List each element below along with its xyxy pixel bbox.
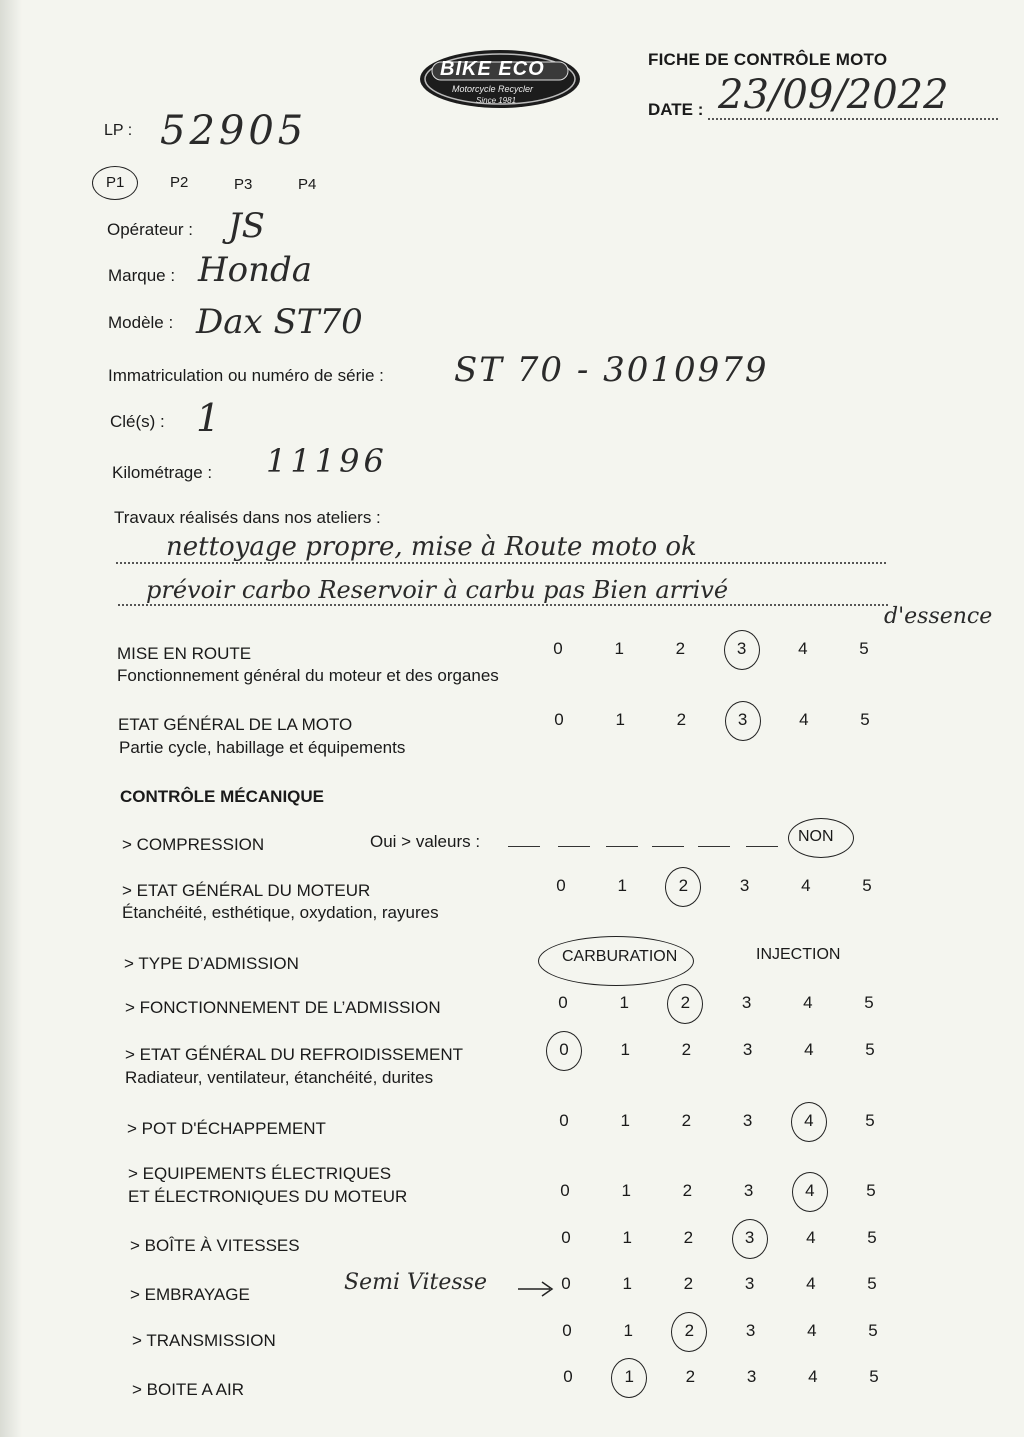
fonct-admission-title: > FONCTIONNEMENT DE L’ADMISSION [125, 998, 441, 1017]
logo-since: Since 1981 [476, 96, 517, 105]
travaux-line-1: nettoyage propre, mise à Route moto ok [166, 532, 697, 562]
etat-moto-subtitle: Partie cycle, habillage et équipements [119, 738, 406, 757]
etat-moteur-score-1: 1 [617, 876, 627, 895]
etat-moteur-selected-circle [665, 867, 701, 907]
paper-shadow [0, 0, 22, 1437]
refroid-score-3: 3 [742, 1040, 753, 1059]
transmission-title: > TRANSMISSION [132, 1331, 276, 1350]
travaux-line-2: prévoir carbo Reservoir à carbu pas Bien arrivé [146, 576, 729, 604]
marque-value: Honda [198, 250, 313, 290]
mise-en-route-selected-circle [724, 630, 760, 670]
electrique-title: > EQUIPEMENTS ÉLECTRIQUES [128, 1164, 392, 1183]
echappement-score-5: 5 [865, 1111, 875, 1130]
etat-moto-score-5: 5 [860, 710, 870, 729]
compression-blank-2 [558, 846, 590, 847]
electrique-score-3: 3 [743, 1181, 754, 1200]
travaux-dots-2 [118, 604, 888, 606]
boite-air-title: > BOITE A AIR [132, 1380, 244, 1399]
transmission-selected-circle [671, 1312, 707, 1352]
cles-label: Clé(s) : [110, 412, 165, 431]
echappement-score-4: 4 [804, 1111, 814, 1130]
compression-non-circle [788, 818, 854, 858]
compression-blank-3 [606, 846, 638, 847]
mise-en-route-score-3: 3 [736, 639, 747, 658]
embrayage-score-4: 4 [806, 1274, 816, 1293]
etat-moteur-title: > ETAT GÉNÉRAL DU MOTEUR [122, 881, 371, 900]
boite-air-selected-circle [611, 1358, 647, 1398]
mise-en-route-subtitle: Fonctionnement général du moteur et des organes [117, 666, 499, 685]
boite-vitesses-score-4: 4 [806, 1228, 816, 1247]
transmission-score-0: 0 [562, 1321, 572, 1340]
refroid-selected-circle [546, 1031, 582, 1071]
date-label: DATE : [648, 100, 704, 119]
embrayage-note: Semi Vitesse [344, 1270, 487, 1295]
compression-blank-1 [508, 846, 540, 847]
refroid-score-1: 1 [620, 1040, 630, 1059]
mise-en-route-score-2: 2 [675, 639, 686, 658]
operateur-label: Opérateur : [107, 220, 193, 239]
fonct-admission-score-0: 0 [558, 993, 568, 1012]
echappement-title: > POT D'ÉCHAPPEMENT [127, 1119, 326, 1138]
electrique-score-2: 2 [682, 1181, 693, 1200]
etat-moteur-score-2: 2 [678, 876, 689, 895]
embrayage-arrow [516, 1280, 556, 1298]
boite-air-score-1: 1 [624, 1367, 634, 1386]
refroid-score-5: 5 [865, 1040, 875, 1059]
etat-moto-title: ETAT GÉNÉRAL DE LA MOTO [118, 715, 353, 734]
boite-vitesses-score-2: 2 [683, 1228, 694, 1247]
boite-vitesses-title: > BOÎTE À VITESSES [130, 1236, 300, 1255]
fonct-admission-score-1: 1 [619, 993, 629, 1012]
boite-air-score-5: 5 [869, 1367, 879, 1386]
etat-moteur-score-0: 0 [556, 876, 566, 895]
section-title: CONTRÔLE MÉCANIQUE [120, 787, 324, 806]
position-p3: P3 [234, 176, 253, 193]
etat-moto-score-1: 1 [615, 710, 625, 729]
electrique-score-5: 5 [866, 1181, 876, 1200]
etat-moto-score-0: 0 [554, 710, 564, 729]
lp-value: 52905 [160, 108, 308, 154]
admission-carburation: CARBURATION [562, 948, 678, 965]
admission-injection: INJECTION [756, 946, 841, 963]
electrique-selected-circle [792, 1172, 828, 1212]
echappement-score-2: 2 [681, 1111, 692, 1130]
date-dots [708, 118, 998, 120]
embrayage-score-5: 5 [867, 1274, 877, 1293]
logo-tagline: Motorcycle Recycler [452, 84, 534, 94]
transmission-score-5: 5 [868, 1321, 878, 1340]
position-p2: P2 [170, 174, 189, 191]
mise-en-route-score-0: 0 [553, 639, 563, 658]
transmission-score-4: 4 [807, 1321, 817, 1340]
admission-carburation-circle [538, 936, 694, 986]
etat-moto-score-4: 4 [799, 710, 809, 729]
refroid-score-0: 0 [559, 1040, 569, 1059]
etat-moto-score-3: 3 [737, 710, 748, 729]
embrayage-title: > EMBRAYAGE [130, 1285, 250, 1304]
electrique-score-0: 0 [560, 1181, 570, 1200]
km-label: Kilométrage : [112, 463, 213, 482]
modele-value: Dax ST70 [196, 302, 363, 342]
form-title: FICHE DE CONTRÔLE MOTO [648, 50, 888, 69]
boite-vitesses-selected-circle [732, 1219, 768, 1259]
boite-air-score-4: 4 [808, 1367, 818, 1386]
travaux-label: Travaux réalisés dans nos ateliers : [114, 508, 381, 527]
compression-oui-label: Oui > valeurs : [370, 832, 481, 851]
fonct-admission-score-3: 3 [741, 993, 752, 1012]
transmission-score-2: 2 [684, 1321, 695, 1340]
mise-en-route-score-5: 5 [859, 639, 869, 658]
compression-blank-4 [652, 846, 684, 847]
position-p1-circle [92, 166, 138, 200]
embrayage-score-0: 0 [561, 1274, 571, 1293]
mise-en-route-title: MISE EN ROUTE [117, 644, 252, 663]
echappement-score-3: 3 [742, 1111, 753, 1130]
boite-vitesses-score-0: 0 [561, 1228, 571, 1247]
boite-vitesses-score-5: 5 [867, 1228, 877, 1247]
lp-label: LP : [104, 122, 133, 139]
modele-label: Modèle : [108, 313, 174, 332]
refroid-subtitle: Radiateur, ventilateur, étanchéité, durites [125, 1068, 434, 1087]
echappement-score-1: 1 [620, 1111, 630, 1130]
echappement-selected-circle [791, 1102, 827, 1142]
electrique-score-1: 1 [621, 1181, 631, 1200]
refroid-title: > ETAT GÉNÉRAL DU REFROIDISSEMENT [125, 1045, 464, 1064]
etat-moteur-score-5: 5 [862, 876, 872, 895]
boite-air-score-0: 0 [563, 1367, 573, 1386]
echappement-score-0: 0 [559, 1111, 569, 1130]
etat-moto-score-2: 2 [676, 710, 687, 729]
position-p4: P4 [298, 176, 317, 193]
boite-vitesses-score-1: 1 [622, 1228, 632, 1247]
etat-moteur-score-4: 4 [801, 876, 811, 895]
immat-value: ST 70 - 3010979 [454, 350, 769, 390]
compression-label: > COMPRESSION [122, 835, 265, 854]
electrique-subtitle: ET ÉLECTRONIQUES DU MOTEUR [128, 1187, 408, 1206]
travaux-dots-1 [116, 562, 886, 564]
fonct-admission-score-4: 4 [803, 993, 813, 1012]
fonct-admission-selected-circle [667, 984, 703, 1024]
transmission-score-3: 3 [745, 1321, 756, 1340]
cles-value: 1 [196, 396, 221, 440]
electrique-score-4: 4 [805, 1181, 815, 1200]
embrayage-score-1: 1 [622, 1274, 632, 1293]
compression-blank-5 [698, 846, 730, 847]
compression-non: NON [798, 828, 834, 845]
compression-blank-6 [746, 846, 778, 847]
refroid-score-4: 4 [804, 1040, 814, 1059]
refroid-score-2: 2 [681, 1040, 692, 1059]
admission-type-label: > TYPE D’ADMISSION [124, 954, 299, 973]
operateur-value: JS [228, 206, 265, 246]
mise-en-route-score-4: 4 [798, 639, 808, 658]
etat-moteur-subtitle: Étanchéité, esthétique, oxydation, rayures [122, 903, 439, 922]
mise-en-route-score-1: 1 [614, 639, 624, 658]
boite-vitesses-score-3: 3 [744, 1228, 755, 1247]
boite-air-score-2: 2 [685, 1367, 696, 1386]
transmission-score-1: 1 [623, 1321, 633, 1340]
embrayage-score-2: 2 [683, 1274, 694, 1293]
date-value: 23/09/2022 [718, 72, 949, 118]
logo-text: BIKE ECO [440, 58, 545, 80]
immat-label: Immatriculation ou numéro de série : [108, 366, 384, 385]
marque-label: Marque : [108, 266, 176, 285]
fonct-admission-score-2: 2 [680, 993, 691, 1012]
boite-air-score-3: 3 [746, 1367, 757, 1386]
embrayage-score-3: 3 [744, 1274, 755, 1293]
fonct-admission-score-5: 5 [864, 993, 874, 1012]
etat-moto-selected-circle [725, 701, 761, 741]
travaux-line-3: d'essence [884, 604, 993, 629]
etat-moteur-score-3: 3 [739, 876, 750, 895]
km-value: 11196 [266, 442, 388, 480]
position-p1: P1 [106, 174, 125, 191]
